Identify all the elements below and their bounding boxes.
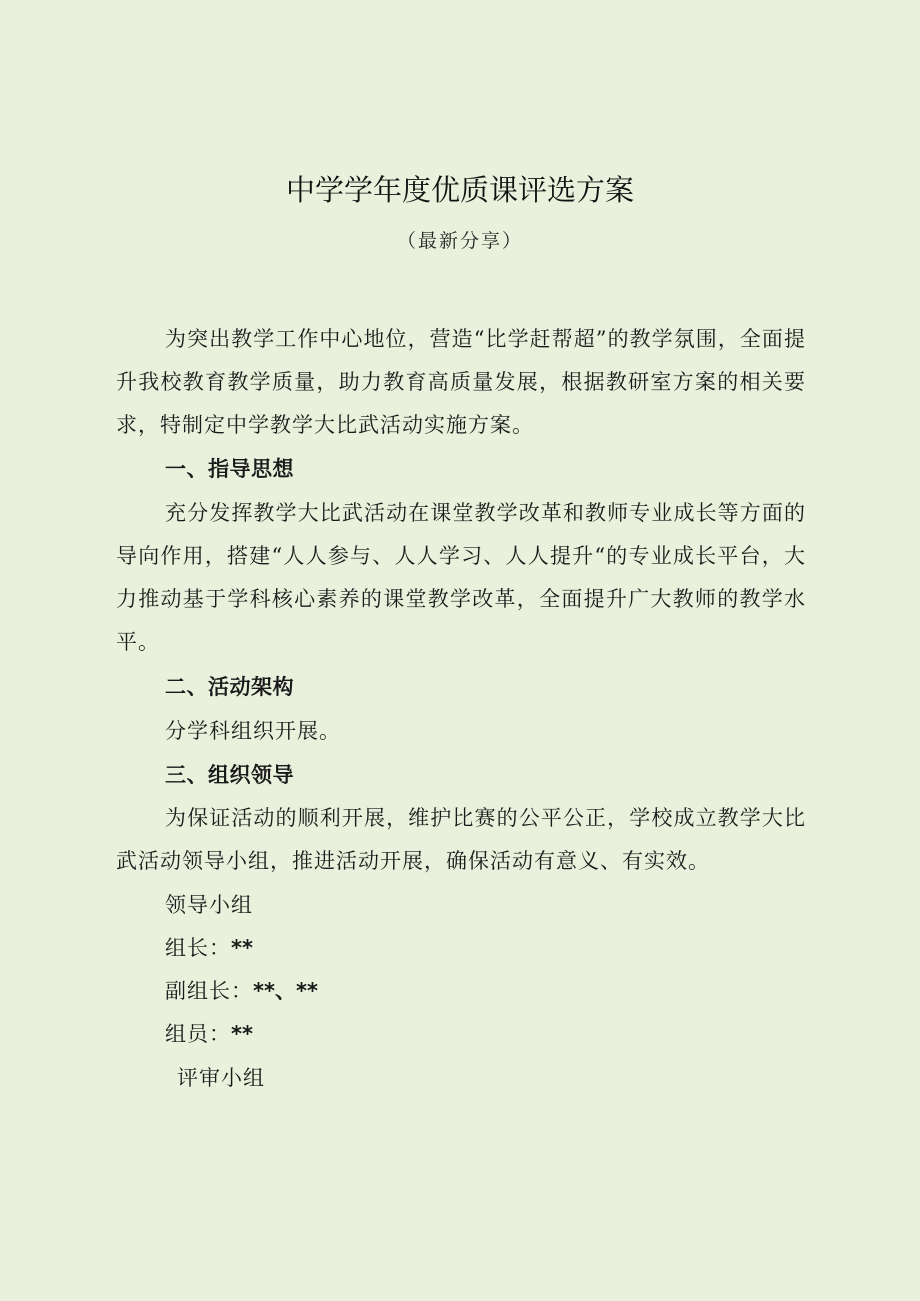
section-heading-organization-leadership: 三、组织领导 [165, 763, 294, 787]
deputy-leader-label: 副组长： [165, 979, 253, 1003]
section-heading-activity-structure: 二、活动架构 [165, 675, 294, 699]
section-text-organization-leadership: 为保证活动的顺利开展，维护比赛的公平公正，学校成立教学大比武活动领导小组，推进活动开展，确保活动有意义、有实效。 [116, 806, 806, 873]
review-group-label: 评审小组 [177, 1066, 265, 1090]
deputy-leader-value: **、** [253, 979, 318, 1003]
section-text-activity-structure: 分学科组织开展。 [165, 719, 341, 743]
document-subtitle: （最新分享） [396, 230, 523, 252]
section-text-guiding-ideology: 充分发挥教学大比武活动在课堂教学改革和教师专业成长等方面的导向作用，搭建“人人参与、人人学习、人人提升“的专业成长平台，大力推动基于学科核心素养的课堂教学改革，全面提升广大教师的教学水平。 [116, 501, 806, 654]
member-line [116, 1013, 806, 1056]
leader-label: 组长： [165, 936, 231, 960]
intro-paragraph: 为突出教学工作中心地位，营造“比学赶帮超”的教学氛围，全面提升我校教育教学质量，助力教育高质量发展，根据教研室方案的相关要求，特制定中学教学大比武活动实施方案。 [116, 327, 806, 437]
deputy-leader-line [116, 970, 806, 1013]
member-value: ** [231, 1022, 253, 1046]
document-title: 中学学年度优质课评选方案 [285, 173, 634, 207]
section-heading-guiding-ideology: 一、指导思想 [165, 457, 294, 481]
leader-line [116, 927, 806, 970]
leadership-group-label: 领导小组 [165, 893, 253, 917]
member-label: 组员： [165, 1022, 231, 1046]
leader-value: ** [231, 936, 253, 960]
